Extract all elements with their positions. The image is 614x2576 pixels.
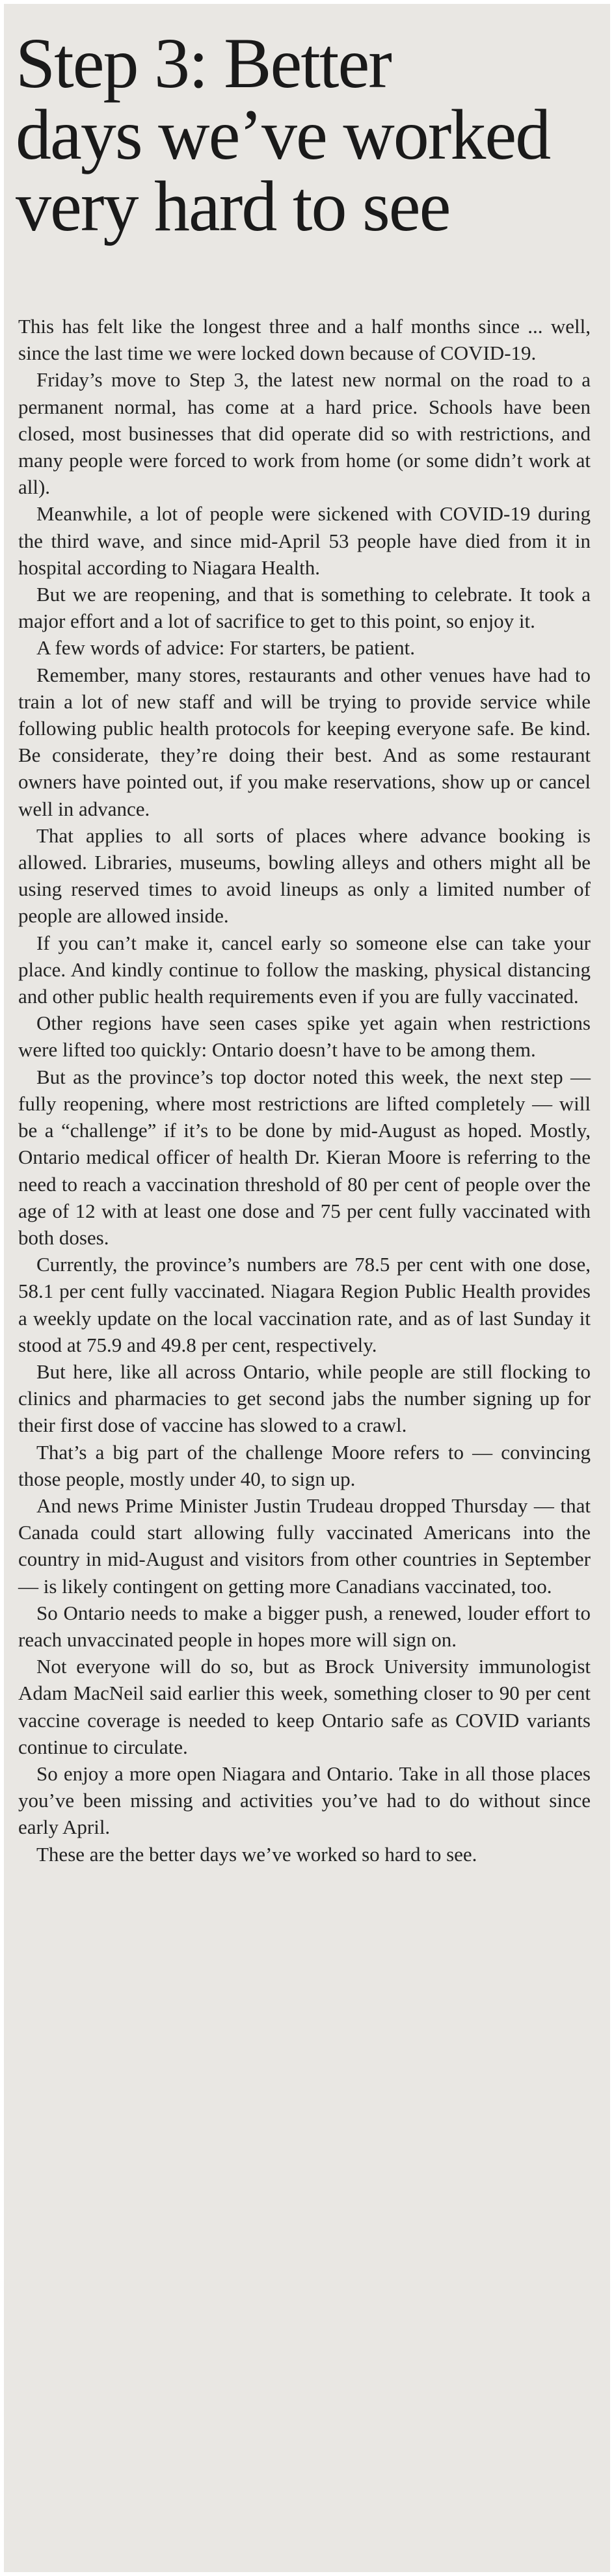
newspaper-clipping — [4, 4, 610, 2572]
paragraph: That’s a big part of the challenge Moore refers to — convincing those people, mostly under 40, to sign up. — [18, 1440, 591, 1490]
paragraph: Meanwhile, a lot of people were sickened with COVID-19 during the third wave, and since mid-April 53 people have died from it in hospital according to Niagara Health. — [18, 502, 591, 579]
paragraph: Friday’s move to Step 3, the latest new normal on the road to a permanent normal, has come at a hard price. Schools have been closed, most businesses that did operate did so with restrictions, and many people were forced to work from home (or some didn’t work at all). — [18, 368, 591, 499]
paragraph: That applies to all sorts of places where advance booking is allowed. Libraries, museums, bowling alleys and others might all be using reserved times to avoid lineups as only a limited number of people are allowed inside. — [18, 824, 591, 928]
paragraph: A few words of advice: For starters, be patient. — [36, 636, 415, 660]
paragraph: If you can’t make it, cancel early so someone else can take your place. And kindly continue to follow the masking, physical distancing and other public health requirements even if you are fully vaccinated. — [18, 931, 591, 1008]
paragraph: Other regions have seen cases spike yet again when restrictions were lifted too quickly: Ontario doesn’t have to be among them. — [18, 1012, 591, 1062]
paragraph: This has felt like the longest three and a half months since ... well, since the last time we were locked down because of COVID-19. — [18, 315, 591, 365]
article-body — [18, 313, 591, 1868]
paragraph: So Ontario needs to make a bigger push, a renewed, louder effort to reach unvaccinated people in hopes more will sign on. — [18, 1601, 591, 1651]
headline-line: days we’ve worked — [16, 95, 550, 174]
paragraph: These are the better days we’ve worked so hard to see. — [36, 1842, 477, 1866]
paragraph: So enjoy a more open Niagara and Ontario. Take in all those places you’ve been missing and activities you’ve had to do without since early April. — [18, 1762, 591, 1839]
headline — [16, 23, 588, 246]
paragraph: And news Prime Minister Justin Trudeau dropped Thursday — that Canada could start allowing fully vaccinated Americans into the country in mid-August and visitors from other countries in September — is likely contingent on getting more Canadians vaccinated, too. — [18, 1494, 591, 1598]
paragraph: But we are reopening, and that is something to celebrate. It took a major effort and a lot of sacrifice to get to this point, so enjoy it. — [18, 583, 591, 633]
paragraph: Not everyone will do so, but as Brock University immunologist Adam MacNeil said earlier this week, something closer to 90 per cent vaccine coverage is needed to keep Ontario safe as COVID variants continue to circulate. — [18, 1655, 591, 1758]
paragraph: But here, like all across Ontario, while people are still flocking to clinics and pharmacies to get second jabs the number signing up for their first dose of vaccine has slowed to a crawl. — [18, 1360, 591, 1437]
paragraph: Remember, many stores, restaurants and other venues have had to train a lot of new staff and will be trying to provide service while following public health protocols for keeping everyone safe. Be kind. Be considerate, they’re doing their best. And as some restaurant owners have pointed out, if you make reservations, show up or cancel well in advance. — [18, 663, 591, 820]
paragraph: Currently, the province’s numbers are 78.5 per cent with one dose, 58.1 per cent fully vaccinated. Niagara Region Public Health provides a weekly update on the local vaccination rate, and as of last Sunday it stood at 75.9 and 49.8 per cent, respectively. — [18, 1253, 591, 1356]
headline-line: Step 3: Better — [16, 23, 391, 103]
headline-line: very hard to see — [16, 167, 450, 246]
paragraph: But as the province’s top doctor noted this week, the next step — fully reopening, where most restrictions are lifted completely — will be a “challenge” if it’s to be done by mid-August as hoped. Mostly, Ontario medical officer of health Dr. Kieran Moore is referring to the need to reach a vaccination threshold of 80 per cent of people over the age of 12 with at least one dose and 75 per cent fully vaccinated with both doses. — [18, 1065, 591, 1249]
